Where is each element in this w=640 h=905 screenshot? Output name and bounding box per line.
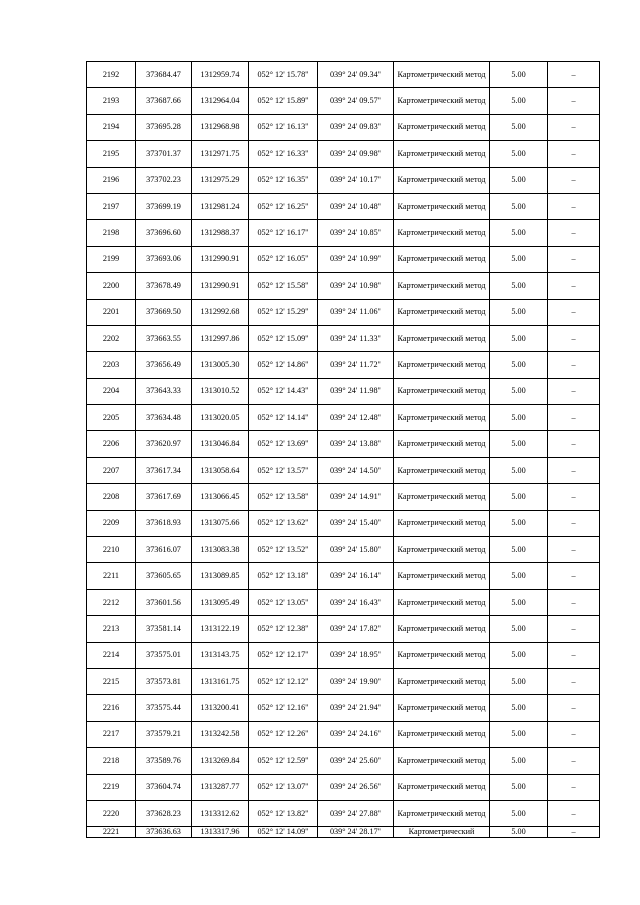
latitude-cell: 052° 12' 12.17" <box>249 642 318 668</box>
table-row <box>87 352 600 378</box>
latitude-cell: 052° 12' 14.86" <box>249 352 318 378</box>
precision-cell: 5.00 <box>490 800 548 826</box>
y-coordinate-cell: 1313122.19 <box>192 616 249 642</box>
latitude-cell: 052° 12' 12.59" <box>249 748 318 774</box>
longitude-cell: 039° 24' 25.60" <box>318 748 394 774</box>
longitude-cell: 039° 24' 15.40" <box>318 510 394 536</box>
coordinates-table <box>86 61 600 838</box>
method-cell: Картометрический метод <box>394 88 490 114</box>
latitude-cell: 052° 12' 16.33" <box>249 141 318 167</box>
note-cell: – <box>548 273 600 299</box>
table-row <box>87 563 600 589</box>
latitude-cell: 052° 12' 12.38" <box>249 616 318 642</box>
method-cell: Картометрический метод <box>394 774 490 800</box>
latitude-cell: 052° 12' 16.17" <box>249 220 318 246</box>
method-cell: Картометрический метод <box>394 167 490 193</box>
point-number-cell: 2204 <box>87 378 136 404</box>
point-number-cell: 2208 <box>87 484 136 510</box>
table-row <box>87 510 600 536</box>
longitude-cell: 039° 24' 09.83" <box>318 114 394 140</box>
longitude-cell: 039° 24' 10.17" <box>318 167 394 193</box>
point-number-cell: 2197 <box>87 193 136 219</box>
longitude-cell: 039° 24' 19.90" <box>318 668 394 694</box>
longitude-cell: 039° 24' 09.98" <box>318 141 394 167</box>
longitude-cell: 039° 24' 15.80" <box>318 537 394 563</box>
precision-cell: 5.00 <box>490 88 548 114</box>
point-number-cell: 2220 <box>87 800 136 826</box>
x-coordinate-cell: 373605.65 <box>136 563 192 589</box>
precision-cell: 5.00 <box>490 774 548 800</box>
point-number-cell: 2198 <box>87 220 136 246</box>
point-number-cell: 2192 <box>87 62 136 88</box>
y-coordinate-cell: 1312997.86 <box>192 325 249 351</box>
x-coordinate-cell: 373696.60 <box>136 220 192 246</box>
latitude-cell: 052° 12' 13.58" <box>249 484 318 510</box>
y-coordinate-cell: 1313083.38 <box>192 537 249 563</box>
latitude-cell: 052° 12' 13.82" <box>249 800 318 826</box>
x-coordinate-cell: 373702.23 <box>136 167 192 193</box>
precision-cell: 5.00 <box>490 431 548 457</box>
method-cell: Картометрический метод <box>394 616 490 642</box>
longitude-cell: 039° 24' 10.85" <box>318 220 394 246</box>
x-coordinate-cell: 373616.07 <box>136 537 192 563</box>
longitude-cell: 039° 24' 17.82" <box>318 616 394 642</box>
point-number-cell: 2217 <box>87 721 136 747</box>
method-cell: Картометрический метод <box>394 695 490 721</box>
point-number-cell: 2218 <box>87 748 136 774</box>
x-coordinate-cell: 373617.34 <box>136 457 192 483</box>
table-row <box>87 457 600 483</box>
method-cell: Картометрический метод <box>394 325 490 351</box>
method-cell: Картометрический метод <box>394 563 490 589</box>
note-cell: – <box>548 800 600 826</box>
latitude-cell: 052° 12' 15.09" <box>249 325 318 351</box>
note-cell: – <box>548 378 600 404</box>
precision-cell: 5.00 <box>490 589 548 615</box>
precision-cell: 5.00 <box>490 299 548 325</box>
longitude-cell: 039° 24' 09.34" <box>318 62 394 88</box>
table-body <box>87 62 600 838</box>
y-coordinate-cell: 1313200.41 <box>192 695 249 721</box>
y-coordinate-cell: 1313010.52 <box>192 378 249 404</box>
precision-cell: 5.00 <box>490 827 548 838</box>
precision-cell: 5.00 <box>490 220 548 246</box>
latitude-cell: 052° 12' 13.05" <box>249 589 318 615</box>
latitude-cell: 052° 12' 13.69" <box>249 431 318 457</box>
x-coordinate-cell: 373589.76 <box>136 748 192 774</box>
note-cell: – <box>548 537 600 563</box>
table-row <box>87 273 600 299</box>
x-coordinate-cell: 373701.37 <box>136 141 192 167</box>
x-coordinate-cell: 373693.06 <box>136 246 192 272</box>
longitude-cell: 039° 24' 10.48" <box>318 193 394 219</box>
latitude-cell: 052° 12' 16.35" <box>249 167 318 193</box>
table-row <box>87 695 600 721</box>
precision-cell: 5.00 <box>490 62 548 88</box>
point-number-cell: 2212 <box>87 589 136 615</box>
latitude-cell: 052° 12' 16.05" <box>249 246 318 272</box>
longitude-cell: 039° 24' 24.16" <box>318 721 394 747</box>
longitude-cell: 039° 24' 12.48" <box>318 405 394 431</box>
coordinates-table-page <box>86 61 599 838</box>
method-cell: Картометрический метод <box>394 721 490 747</box>
point-number-cell: 2206 <box>87 431 136 457</box>
method-cell: Картометрический метод <box>394 589 490 615</box>
note-cell: – <box>548 695 600 721</box>
note-cell: – <box>548 246 600 272</box>
y-coordinate-cell: 1312988.37 <box>192 220 249 246</box>
precision-cell: 5.00 <box>490 721 548 747</box>
x-coordinate-cell: 373604.74 <box>136 774 192 800</box>
point-number-cell: 2201 <box>87 299 136 325</box>
y-coordinate-cell: 1313058.64 <box>192 457 249 483</box>
table-row <box>87 167 600 193</box>
y-coordinate-cell: 1313020.05 <box>192 405 249 431</box>
method-cell: Картометрический метод <box>394 668 490 694</box>
note-cell: – <box>548 774 600 800</box>
precision-cell: 5.00 <box>490 325 548 351</box>
latitude-cell: 052° 12' 16.13" <box>249 114 318 140</box>
note-cell: – <box>548 114 600 140</box>
y-coordinate-cell: 1312992.68 <box>192 299 249 325</box>
precision-cell: 5.00 <box>490 563 548 589</box>
latitude-cell: 052° 12' 15.29" <box>249 299 318 325</box>
table-row <box>87 193 600 219</box>
method-cell: Картометрический метод <box>394 352 490 378</box>
x-coordinate-cell: 373678.49 <box>136 273 192 299</box>
longitude-cell: 039° 24' 11.33" <box>318 325 394 351</box>
table-row <box>87 589 600 615</box>
longitude-cell: 039° 24' 09.57" <box>318 88 394 114</box>
table-row <box>87 537 600 563</box>
table-row <box>87 88 600 114</box>
point-number-cell: 2205 <box>87 405 136 431</box>
longitude-cell: 039° 24' 27.88" <box>318 800 394 826</box>
method-cell: Картометрический метод <box>394 193 490 219</box>
method-cell: Картометрический метод <box>394 114 490 140</box>
method-cell: Картометрический метод <box>394 273 490 299</box>
point-number-cell: 2203 <box>87 352 136 378</box>
method-cell: Картометрический метод <box>394 642 490 668</box>
note-cell: – <box>548 721 600 747</box>
point-number-cell: 2210 <box>87 537 136 563</box>
latitude-cell: 052° 12' 13.57" <box>249 457 318 483</box>
method-cell: Картометрический метод <box>394 405 490 431</box>
note-cell: – <box>548 431 600 457</box>
note-cell: – <box>548 642 600 668</box>
note-cell: – <box>548 616 600 642</box>
latitude-cell: 052° 12' 15.78" <box>249 62 318 88</box>
x-coordinate-cell: 373573.81 <box>136 668 192 694</box>
x-coordinate-cell: 373687.66 <box>136 88 192 114</box>
x-coordinate-cell: 373618.93 <box>136 510 192 536</box>
precision-cell: 5.00 <box>490 748 548 774</box>
note-cell: – <box>548 405 600 431</box>
y-coordinate-cell: 1312971.75 <box>192 141 249 167</box>
note-cell: – <box>548 827 600 838</box>
method-cell: Картометрический метод <box>394 220 490 246</box>
longitude-cell: 039° 24' 14.50" <box>318 457 394 483</box>
precision-cell: 5.00 <box>490 668 548 694</box>
method-cell: Картометрический метод <box>394 484 490 510</box>
table-row <box>87 774 600 800</box>
method-cell: Картометрический метод <box>394 141 490 167</box>
table-row <box>87 299 600 325</box>
x-coordinate-cell: 373575.01 <box>136 642 192 668</box>
y-coordinate-cell: 1312964.04 <box>192 88 249 114</box>
precision-cell: 5.00 <box>490 141 548 167</box>
latitude-cell: 052° 12' 14.43" <box>249 378 318 404</box>
longitude-cell: 039° 24' 10.98" <box>318 273 394 299</box>
precision-cell: 5.00 <box>490 484 548 510</box>
method-cell: Картометрический метод <box>394 537 490 563</box>
table-row <box>87 220 600 246</box>
method-cell: Картометрический метод <box>394 431 490 457</box>
latitude-cell: 052° 12' 14.09" <box>249 827 318 838</box>
method-cell: Картометрический <box>394 827 490 838</box>
y-coordinate-cell: 1313287.77 <box>192 774 249 800</box>
point-number-cell: 2214 <box>87 642 136 668</box>
note-cell: – <box>548 141 600 167</box>
point-number-cell: 2216 <box>87 695 136 721</box>
x-coordinate-cell: 373699.19 <box>136 193 192 219</box>
y-coordinate-cell: 1313046.84 <box>192 431 249 457</box>
point-number-cell: 2193 <box>87 88 136 114</box>
x-coordinate-cell: 373695.28 <box>136 114 192 140</box>
y-coordinate-cell: 1313143.75 <box>192 642 249 668</box>
y-coordinate-cell: 1313075.66 <box>192 510 249 536</box>
longitude-cell: 039° 24' 18.95" <box>318 642 394 668</box>
x-coordinate-cell: 373620.97 <box>136 431 192 457</box>
note-cell: – <box>548 167 600 193</box>
y-coordinate-cell: 1312990.91 <box>192 273 249 299</box>
point-number-cell: 2207 <box>87 457 136 483</box>
y-coordinate-cell: 1313005.30 <box>192 352 249 378</box>
note-cell: – <box>548 748 600 774</box>
precision-cell: 5.00 <box>490 246 548 272</box>
longitude-cell: 039° 24' 16.43" <box>318 589 394 615</box>
point-number-cell: 2215 <box>87 668 136 694</box>
method-cell: Картометрический метод <box>394 457 490 483</box>
longitude-cell: 039° 24' 26.56" <box>318 774 394 800</box>
latitude-cell: 052° 12' 12.12" <box>249 668 318 694</box>
table-row <box>87 141 600 167</box>
longitude-cell: 039° 24' 16.14" <box>318 563 394 589</box>
x-coordinate-cell: 373628.23 <box>136 800 192 826</box>
precision-cell: 5.00 <box>490 510 548 536</box>
precision-cell: 5.00 <box>490 457 548 483</box>
table-row <box>87 642 600 668</box>
y-coordinate-cell: 1313312.62 <box>192 800 249 826</box>
table-row <box>87 668 600 694</box>
latitude-cell: 052° 12' 12.16" <box>249 695 318 721</box>
note-cell: – <box>548 563 600 589</box>
precision-cell: 5.00 <box>490 405 548 431</box>
table-row <box>87 62 600 88</box>
latitude-cell: 052° 12' 16.25" <box>249 193 318 219</box>
x-coordinate-cell: 373634.48 <box>136 405 192 431</box>
note-cell: – <box>548 193 600 219</box>
point-number-cell: 2194 <box>87 114 136 140</box>
note-cell: – <box>548 668 600 694</box>
y-coordinate-cell: 1313242.58 <box>192 721 249 747</box>
y-coordinate-cell: 1312990.91 <box>192 246 249 272</box>
table-row <box>87 405 600 431</box>
table-row <box>87 800 600 826</box>
note-cell: – <box>548 457 600 483</box>
longitude-cell: 039° 24' 13.88" <box>318 431 394 457</box>
method-cell: Картометрический метод <box>394 378 490 404</box>
note-cell: – <box>548 88 600 114</box>
point-number-cell: 2202 <box>87 325 136 351</box>
x-coordinate-cell: 373669.50 <box>136 299 192 325</box>
method-cell: Картометрический метод <box>394 748 490 774</box>
longitude-cell: 039° 24' 11.06" <box>318 299 394 325</box>
x-coordinate-cell: 373617.69 <box>136 484 192 510</box>
x-coordinate-cell: 373636.63 <box>136 827 192 838</box>
note-cell: – <box>548 484 600 510</box>
latitude-cell: 052° 12' 13.18" <box>249 563 318 589</box>
latitude-cell: 052° 12' 14.14" <box>249 405 318 431</box>
table-row <box>87 616 600 642</box>
note-cell: – <box>548 62 600 88</box>
point-number-cell: 2199 <box>87 246 136 272</box>
note-cell: – <box>548 589 600 615</box>
table-row <box>87 721 600 747</box>
method-cell: Картометрический метод <box>394 62 490 88</box>
precision-cell: 5.00 <box>490 114 548 140</box>
precision-cell: 5.00 <box>490 616 548 642</box>
precision-cell: 5.00 <box>490 537 548 563</box>
point-number-cell: 2221 <box>87 827 136 838</box>
x-coordinate-cell: 373643.33 <box>136 378 192 404</box>
longitude-cell: 039° 24' 11.72" <box>318 352 394 378</box>
note-cell: – <box>548 325 600 351</box>
table-row <box>87 827 600 838</box>
table-row <box>87 246 600 272</box>
note-cell: – <box>548 299 600 325</box>
method-cell: Картометрический метод <box>394 800 490 826</box>
y-coordinate-cell: 1313089.85 <box>192 563 249 589</box>
precision-cell: 5.00 <box>490 193 548 219</box>
y-coordinate-cell: 1312975.29 <box>192 167 249 193</box>
y-coordinate-cell: 1313095.49 <box>192 589 249 615</box>
y-coordinate-cell: 1312981.24 <box>192 193 249 219</box>
y-coordinate-cell: 1313066.45 <box>192 484 249 510</box>
x-coordinate-cell: 373601.56 <box>136 589 192 615</box>
note-cell: – <box>548 220 600 246</box>
longitude-cell: 039° 24' 10.99" <box>318 246 394 272</box>
x-coordinate-cell: 373663.55 <box>136 325 192 351</box>
y-coordinate-cell: 1312968.98 <box>192 114 249 140</box>
table-row <box>87 431 600 457</box>
x-coordinate-cell: 373579.21 <box>136 721 192 747</box>
precision-cell: 5.00 <box>490 352 548 378</box>
x-coordinate-cell: 373581.14 <box>136 616 192 642</box>
table-row <box>87 484 600 510</box>
latitude-cell: 052° 12' 13.07" <box>249 774 318 800</box>
note-cell: – <box>548 352 600 378</box>
y-coordinate-cell: 1313161.75 <box>192 668 249 694</box>
longitude-cell: 039° 24' 14.91" <box>318 484 394 510</box>
latitude-cell: 052° 12' 15.89" <box>249 88 318 114</box>
precision-cell: 5.00 <box>490 642 548 668</box>
note-cell: – <box>548 510 600 536</box>
point-number-cell: 2213 <box>87 616 136 642</box>
precision-cell: 5.00 <box>490 167 548 193</box>
x-coordinate-cell: 373656.49 <box>136 352 192 378</box>
point-number-cell: 2219 <box>87 774 136 800</box>
point-number-cell: 2196 <box>87 167 136 193</box>
method-cell: Картометрический метод <box>394 510 490 536</box>
latitude-cell: 052° 12' 13.52" <box>249 537 318 563</box>
point-number-cell: 2209 <box>87 510 136 536</box>
table-row <box>87 378 600 404</box>
table-row <box>87 325 600 351</box>
longitude-cell: 039° 24' 21.94" <box>318 695 394 721</box>
precision-cell: 5.00 <box>490 695 548 721</box>
table-row <box>87 748 600 774</box>
point-number-cell: 2195 <box>87 141 136 167</box>
precision-cell: 5.00 <box>490 378 548 404</box>
latitude-cell: 052° 12' 15.58" <box>249 273 318 299</box>
point-number-cell: 2200 <box>87 273 136 299</box>
method-cell: Картометрический метод <box>394 299 490 325</box>
longitude-cell: 039° 24' 28.17" <box>318 827 394 838</box>
y-coordinate-cell: 1313269.84 <box>192 748 249 774</box>
method-cell: Картометрический метод <box>394 246 490 272</box>
latitude-cell: 052° 12' 12.26" <box>249 721 318 747</box>
latitude-cell: 052° 12' 13.62" <box>249 510 318 536</box>
y-coordinate-cell: 1312959.74 <box>192 62 249 88</box>
longitude-cell: 039° 24' 11.98" <box>318 378 394 404</box>
x-coordinate-cell: 373684.47 <box>136 62 192 88</box>
table-row <box>87 114 600 140</box>
precision-cell: 5.00 <box>490 273 548 299</box>
point-number-cell: 2211 <box>87 563 136 589</box>
y-coordinate-cell: 1313317.96 <box>192 827 249 838</box>
x-coordinate-cell: 373575.44 <box>136 695 192 721</box>
